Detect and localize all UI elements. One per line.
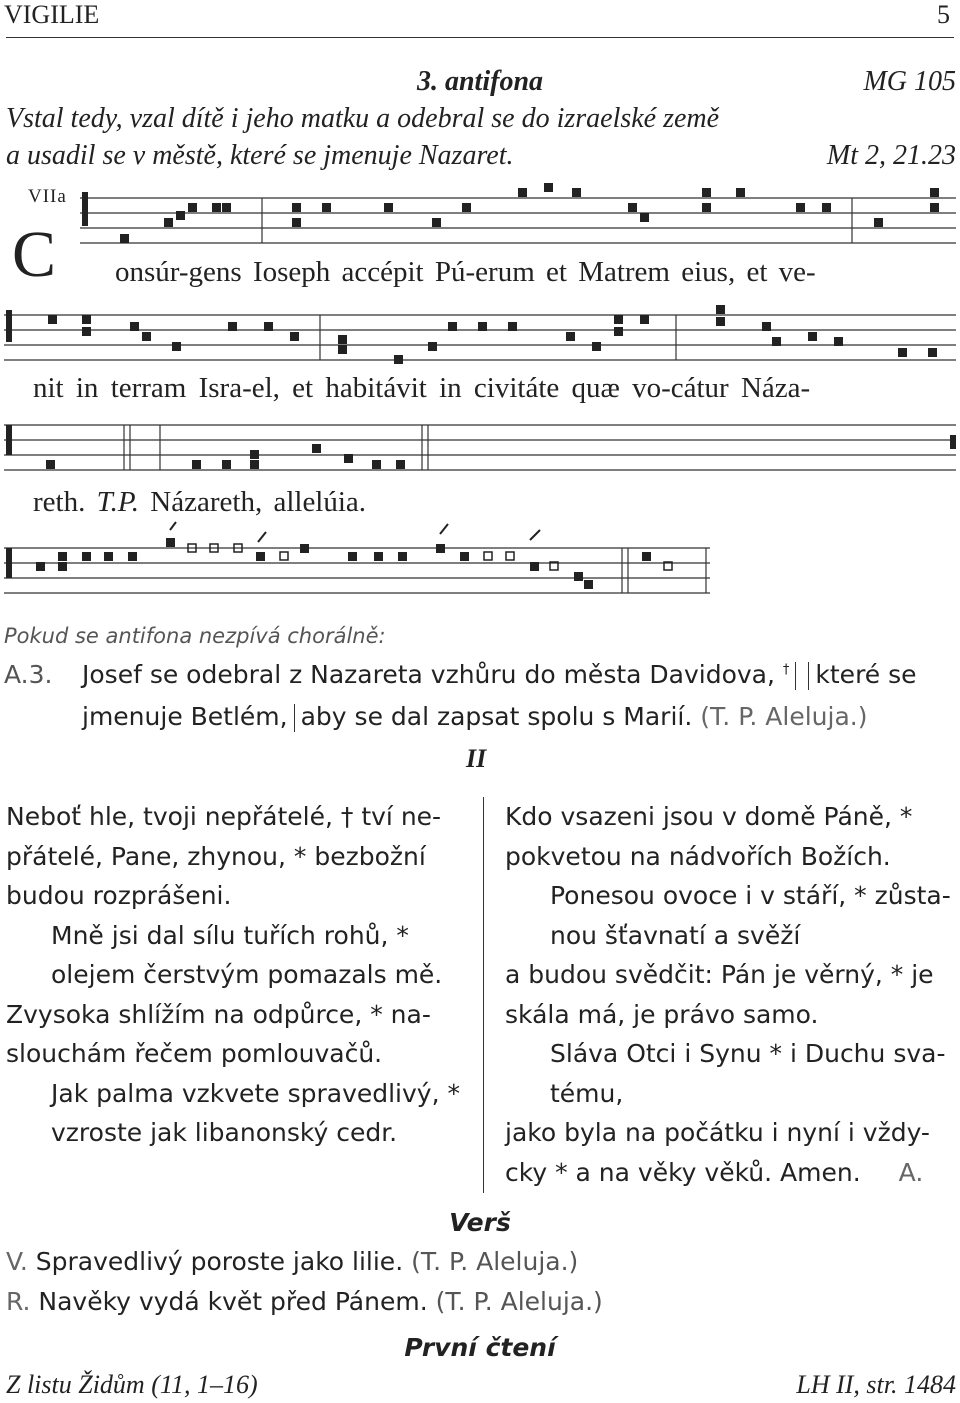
reading-ref: LH II, str. 1484 [796, 1370, 956, 1399]
header-rule [6, 37, 954, 38]
psalm-right-line: nou šťavnatí a svěží [550, 920, 801, 950]
psalm-left-column [6, 797, 460, 1153]
reading-source: Z listu Židům (11, 1–16) [6, 1370, 258, 1399]
psalm-left-line: olejem čerstvým pomazals mě. [51, 960, 443, 989]
antiphon-context-2: a usadil se v městě, které se jmenuje Nazaret. [6, 140, 514, 171]
mode-label: VIIa [28, 186, 67, 207]
verse-r: R. Navěky vydá květ před Pánem. (T. P. Aleluja.) [6, 1287, 603, 1316]
spoken-line-2: jmenuje Betlém, aby se dal zapsat spolu s Marií. (T. P. Aleluja.) [82, 702, 868, 731]
psalm-right-line: skála má, je právo samo. [505, 999, 819, 1029]
psalm-right-line: jako byla na počátku i nyní i vždy- [505, 1118, 930, 1147]
verse-title: Verš [449, 1208, 511, 1237]
psalm-left-line: vzroste jak libanonský cedr. [51, 1118, 398, 1147]
psalm-right-line: cky * a na věky věků. Amen. A. [505, 1157, 924, 1187]
psalm-right-line: tému, [550, 1078, 624, 1108]
psalm-right-line: Ponesou ovoce i v stáří, * zůsta- [550, 881, 951, 910]
antiphon-title: 3. antifona [416, 66, 544, 97]
verse-v: V. Spravedlivý poroste jako lilie. (T. P. Aleluja.) [6, 1247, 579, 1276]
spoken-note: Pokud se antifona nezpívá chorálně: [4, 624, 386, 648]
page-number: 5 [937, 0, 950, 29]
psalm-right-line: pokvetou na nádvořích Božích. [505, 841, 891, 871]
antiphon-ref: MG 105 [863, 66, 956, 97]
initial-letter: C [12, 218, 57, 291]
column-divider [483, 797, 484, 1193]
psalm-right-line: Sláva Otci i Synu * i Duchu sva- [550, 1039, 946, 1068]
lyric-line-1: onsúr-gens Ioseph accépit Pú-erum et Matrem eius, et ve- [115, 256, 816, 288]
lyric-line-2: nit in terram Isra-el, et habitávit in civitáte quæ vo-cátur Náza- [33, 372, 811, 404]
psalm-left-line: budou rozprášeni. [6, 881, 232, 910]
psalm-left-line: Zvysoka shlížím na odpůrce, * na- [6, 999, 431, 1029]
lyric-line-3: reth. T.P. Názareth, allelúia. [33, 486, 367, 518]
psalm-left-line: Mně jsi dal sílu tuřích rohů, * [51, 920, 409, 950]
antiphon-context-1: Vstal tedy, vzal dítě i jeho matku a odebral se do izraelské země [6, 103, 720, 134]
psalm-part: II [466, 744, 487, 773]
chant-staff-2 [0, 305, 960, 375]
chant-staff-4 [0, 530, 960, 600]
section-title: VIGILIE [4, 0, 100, 29]
psalm-right-column [505, 797, 951, 1192]
chant-staff-3 [0, 420, 960, 480]
psalm-left-line: Jak palma vzkvete spravedlivý, * [51, 1078, 460, 1108]
psalm-right-line: a budou svědčit: Pán je věrný, * je [505, 960, 934, 989]
antiphon-context-ref: Mt 2, 21.23 [826, 140, 956, 171]
psalm-left-line: Neboť hle, tvoji nepřátelé, † tví ne- [6, 802, 442, 831]
psalm-left-line: slouchám řečem pomlouvačů. [6, 1039, 383, 1068]
psalm-right-line: Kdo vsazeni jsou v domě Páně, * [505, 802, 913, 831]
reading-title: První čtení [404, 1333, 556, 1362]
spoken-line-1: Josef se odebral z Nazareta vzhůru do města Davidova, † které se [82, 660, 917, 689]
spoken-label: A.3. [4, 660, 53, 689]
psalm-left-line: přátelé, Pane, zhynou, * bezbožní [6, 841, 426, 871]
